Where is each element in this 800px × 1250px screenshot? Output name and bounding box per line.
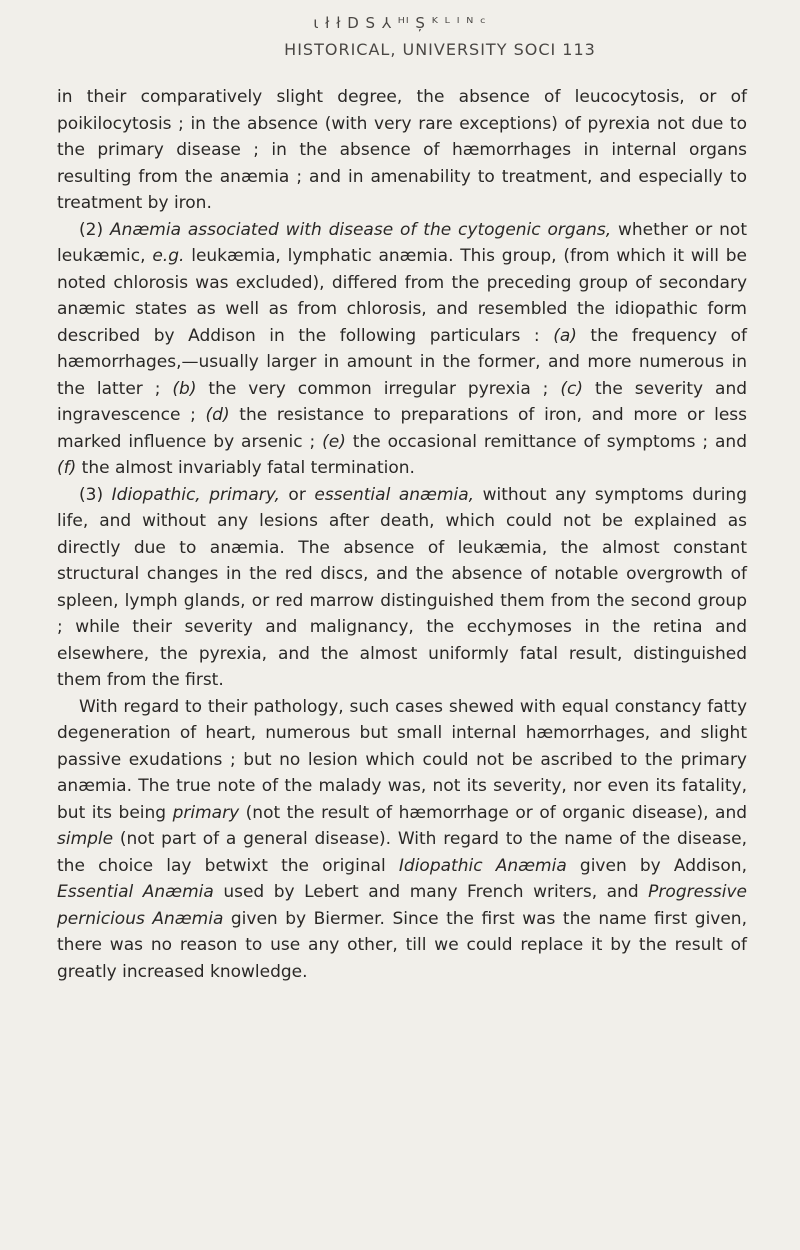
text-run: (a) bbox=[553, 325, 577, 346]
text-run: With regard to their pathology, such cases shewed with equal constancy fatty degeneration of heart, numerous but small internal hæmorrhages, and slight passive exudations ; but no lesion which could not be ascribed to the primary anæmia. The true note of the malady was, not its severity, nor even its fatality, but its being bbox=[57, 696, 747, 823]
text-run: essential anæmia, bbox=[314, 484, 475, 505]
text-run: the almost invariably fatal termination. bbox=[81, 458, 415, 478]
text-run: Essential Anæmia bbox=[57, 882, 214, 902]
paragraph-1-text: in their comparatively slight degree, the absence of leucocytosis, or of poikilocytosis ; in the absence (with very rare exceptions) of pyrexia not due to the primary disease ; in the absence of hæmorrhages in internal organs resulting from the anæmia ; and in amenability to treatment, and especially to treatment by iron. bbox=[57, 87, 747, 213]
text-run: e.g. bbox=[152, 246, 185, 266]
text-run: (not the result of hæmorrhage or of organic disease), and bbox=[245, 802, 748, 823]
text-run: (e) bbox=[322, 431, 346, 452]
text-run: given by Addison, bbox=[579, 855, 747, 876]
item-title: Anæmia associated with disease of the cytogenic organs, bbox=[109, 219, 612, 240]
paragraph-2 bbox=[57, 217, 747, 482]
text-run: without any symptoms during life, and without any lesions after death, which could not be explained as directly due to anæmia. The absence of leukæmia, the almost constant structural changes in the red discs, and the absence of notable overgrowth of spleen, lymph glands, or red marrow distinguished them from the second group ; while their severity and malignancy, the ecchymoses in the retina and elsewhere, the pyrexia, and the almost uniformly fatal result, distinguished them from the first. bbox=[57, 484, 747, 690]
text-run: the very common irregular pyrexia ; bbox=[208, 378, 549, 399]
text-run: primary bbox=[172, 802, 240, 823]
text-run: (b) bbox=[172, 378, 197, 399]
text-run: given by Biermer. Since the first was the name first given, there was no reason to use any other, till we could replace it by the result of greatly increased knowledge. bbox=[57, 908, 747, 982]
text-run: the occasional remittance of symptoms ; and bbox=[352, 431, 747, 452]
text-run: Idiopathic, bbox=[111, 484, 201, 505]
text-run: leukæmia, lymphatic anæmia. This group, (from which it will be noted chlorosis was excluded), differed from the preceding group of secondary anæmic states as well as from chlorosis, and resembled the idiopathic form described by Addison in the following particulars : bbox=[57, 246, 748, 346]
text-run: Progressive pernicious Anæmia bbox=[57, 882, 748, 929]
text-run: used by Lebert and many French writers, and bbox=[223, 882, 639, 902]
library-stamp: ι ł ł D S ⅄ ᴴᴵ Ș ᴷ ᴸ ᴵ ᴺ ᶜ bbox=[313, 14, 487, 32]
body-text bbox=[57, 84, 747, 985]
text-run: (c) bbox=[560, 378, 583, 399]
text-run: the frequency of hæmorrhages,—usually larger in amount in the former, and more numerous in the latter ; bbox=[57, 325, 748, 399]
text-run: or bbox=[288, 484, 306, 505]
paragraph-1 bbox=[57, 84, 747, 217]
paragraph-3 bbox=[57, 482, 747, 694]
text-run: the resistance to preparations of iron, and more or less marked influence by arsenic ; bbox=[57, 405, 748, 452]
text-run: (f) bbox=[57, 458, 77, 478]
text-run: simple bbox=[57, 829, 114, 849]
text-run: primary, bbox=[209, 484, 280, 505]
text-run: (d) bbox=[205, 405, 230, 425]
text-run: Idiopathic Anæmia bbox=[398, 855, 567, 876]
text-run: whether or not leukæmic, bbox=[57, 219, 747, 266]
running-header: HISTORICAL, UNIVERSITY SOCI 113 bbox=[284, 40, 596, 59]
item-number: (2) bbox=[79, 219, 104, 240]
text-run: the severity and ingravescence ; bbox=[57, 378, 748, 425]
item-number: (3) bbox=[79, 484, 104, 505]
text-run: (not part of a general disease). With regard to the name of the disease, the choice lay betwixt the original bbox=[57, 829, 747, 876]
paragraph-4 bbox=[57, 694, 747, 986]
